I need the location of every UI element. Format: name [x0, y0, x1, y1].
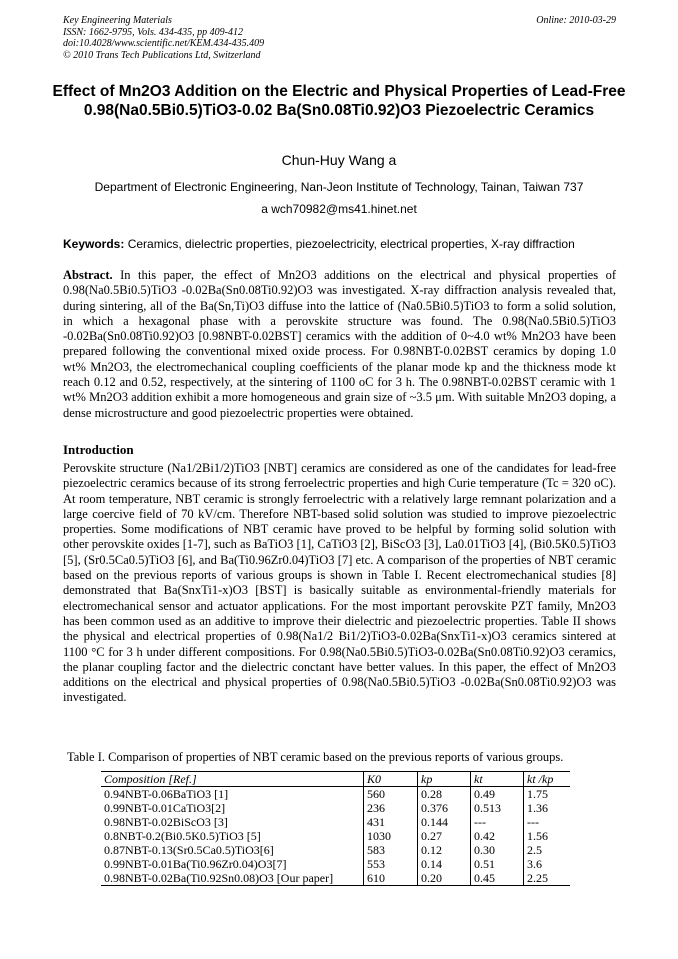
abstract-text: In this paper, the effect of Mn2O3 additions on the electrical and physical properties of 0.98(Na0.5Bi0.5)TiO3 -0.02Ba(Sn0.08Ti0.92)O3 was investigated. X-ray diffraction analysis revealed that, during sintering, all of the Ba(Sn,Ti)O3 diffuse into the lattice of (Na0.5Bi0.5)TiO3 to form a solid solution, in which a hexagonal phase with a perovskite structure was found. The 0.98(Na0.5Bi0.5)TiO3 -0.02Ba(Sn0.08Ti0.92)O3 [0.98NBT-0.02BST] ceramics with the addition of 0~4.0 wt% Mn2O3 have been prepared following the conventional mixed oxide process. For 0.98NBT-0.02BST ceramics by doping 1.0 wt% Mn2O3, the electromechanical coupling coefficients of the planar mode kp and the thickness mode kt reach 0.12 and 0.52, respectively, at the sintering of 1100 oC for 3 h. The 0.98NBT-0.02BST ceramic with 1 wt% Mn2O3 addition exhibit a more homogeneous and grain size of ~3.5 μm. With suitable Mn2O3 doping, a dense microstructure and good piezoelectric properties were obtained.	[63, 268, 616, 420]
table-cell: 0.513	[471, 801, 524, 815]
copyright-line: © 2010 Trans Tech Publications Ltd, Switzerland	[63, 49, 261, 61]
section-heading-introduction: Introduction	[63, 442, 134, 457]
table-header-cell: K0	[364, 772, 418, 787]
keywords	[63, 237, 616, 251]
table-cell: 3.6	[524, 857, 571, 871]
table-caption: Table I. Comparison of properties of NBT ceramic based on the previous reports of various groups.	[67, 750, 564, 764]
table-row	[101, 871, 570, 886]
comparison-table	[101, 771, 570, 886]
author-email: a wch70982@ms41.hinet.net	[261, 202, 417, 216]
table-cell: ---	[524, 815, 571, 829]
table-cell: 0.51	[471, 857, 524, 871]
table-cell: 0.42	[471, 829, 524, 843]
table-cell: 0.376	[418, 801, 471, 815]
journal-header	[63, 15, 616, 61]
table-cell: 0.30	[471, 843, 524, 857]
table-header-cell: Composition [Ref.]	[101, 772, 364, 787]
table-cell: 1.36	[524, 801, 571, 815]
online-date: Online: 2010-03-29	[536, 15, 616, 26]
table-cell: 2.5	[524, 843, 571, 857]
affiliation: Department of Electronic Engineering, Nan-Jeon Institute of Technology, Tainan, Taiwan 737	[94, 180, 584, 194]
introduction-text: Perovskite structure (Na1/2Bi1/2)TiO3 [NBT] ceramics are considered as one of the candidates for lead-free piezoelectric ceramics because of its strong ferroelectric properties and high Curie temperature (Tc = 320 oC). At room temperature, NBT ceramic is strongly ferroelectric with a relatively large remnant polarization and a large coercive field of 70 kV/cm. Therefore NBT-based solid solution was studied to improve piezoelectric properties. Some modifications of NBT ceramic have proved to be helpful by forming solid solution with other perovskite oxides [1-7], such as BaTiO3 [1], CaTiO3 [2], BiScO3 [3], La0.01TiO3 [4], (Bi0.5K0.5)TiO3 [5], (Sr0.5Ca0.5)TiO3 [6], and Ba(Ti0.96Zr0.04)TiO3 [7] etc. A comparison of the properties of NBT ceramic based on the previous reports of various groups is shown in Table I. Recent electromechanical studies [8] demonstrated that Ba(SnxTi1-x)O3 [BST] is basically suitable as environmental-friendly materials for electromechanical sensor and actuator applications. For the most important perovskite PZT family, Mn2O3 has been common used as an additive to improve their dielectric and piezoelectric properties. Table II shows the physical and electrical properties of 0.98(Na1/2 Bi1/2)TiO3-0.02Ba(SnxTi1-x)O3 ceramics sintered at 1100 °C for 3 h under different compositions. For 0.98(Na0.5Bi0.5)TiO3-0.02Ba(Sn0.08Ti0.92)O3 ceramics, the planar coupling factor and the dielectric conctant have better values. In this paper, the effect of Mn2O3 additions on the electrical and physical properties of 0.98(Na0.5Bi0.5)TiO3 -0.02Ba(Sn0.08Ti0.92)O3 was investigated.	[63, 461, 616, 705]
table-header-cell: kt	[471, 772, 524, 787]
table-cell: 1030	[364, 829, 418, 843]
keywords-text: Ceramics, dielectric properties, piezoelectricity, electrical properties, X-ray diffraction	[127, 237, 575, 251]
table-cell: 583	[364, 843, 418, 857]
table-row	[101, 857, 570, 871]
journal-name: Key Engineering Materials	[63, 15, 172, 26]
table-row	[101, 829, 570, 843]
table-cell: 0.14	[418, 857, 471, 871]
table-cell: 560	[364, 787, 418, 802]
table-cell: 1.75	[524, 787, 571, 802]
table-cell: 0.99NBT-0.01Ba(Ti0.96Zr0.04)O3[7]	[104, 857, 287, 871]
table-cell: 2.25	[524, 871, 571, 886]
table-cell: 0.27	[418, 829, 471, 843]
table-cell: 1.56	[524, 829, 571, 843]
table-cell: 553	[364, 857, 418, 871]
table-cell: 0.45	[471, 871, 524, 886]
table-cell: 236	[364, 801, 418, 815]
table-row	[101, 787, 570, 802]
author-name: Chun-Huy Wang a	[281, 152, 397, 168]
table-row	[101, 843, 570, 857]
keywords-label: Keywords:	[63, 237, 125, 251]
table-cell: 0.99NBT-0.01CaTiO3[2]	[104, 801, 226, 815]
table-cell: 0.8NBT-0.2(Bi0.5K0.5)TiO3 [5]	[104, 829, 261, 843]
table-header-cell: kt /kp	[524, 772, 571, 787]
table-cell: ---	[471, 815, 524, 829]
table-cell: 431	[364, 815, 418, 829]
table-cell: 0.144	[418, 815, 471, 829]
issn-line: ISSN: 1662-9795, Vols. 434-435, pp 409-412	[63, 26, 243, 38]
table-cell: 0.98NBT-0.02Ba(Ti0.92Sn0.08)O3 [Our paper]	[101, 871, 364, 886]
table-header-cell: kp	[418, 772, 471, 787]
paper-title: Effect of Mn2O3 Addition on the Electric and Physical Properties of Lead-Free 0.98(Na0.5Bi0.5)TiO3-0.02 Ba(Sn0.08Ti0.92)O3 Piezoelectric Ceramics	[52, 83, 626, 119]
table-cell: 0.20	[418, 871, 471, 886]
table-row	[101, 815, 570, 829]
table-cell: 610	[364, 871, 418, 886]
table-cell: 0.94NBT-0.06BaTiO3 [1]	[104, 787, 229, 801]
table-row	[101, 801, 570, 815]
table-cell: 0.87NBT-0.13(Sr0.5Ca0.5)TiO3[6]	[104, 843, 274, 857]
table-header-row	[101, 772, 570, 787]
table-cell: 0.49	[471, 787, 524, 802]
table-cell: 0.98NBT-0.02BiScO3 [3]	[104, 815, 228, 829]
table-cell: 0.28	[418, 787, 471, 802]
abstract-label: Abstract.	[63, 268, 113, 282]
doi-line: doi:10.4028/www.scientific.net/KEM.434-435.409	[63, 38, 265, 49]
abstract	[63, 268, 616, 421]
table-cell: 0.12	[418, 843, 471, 857]
